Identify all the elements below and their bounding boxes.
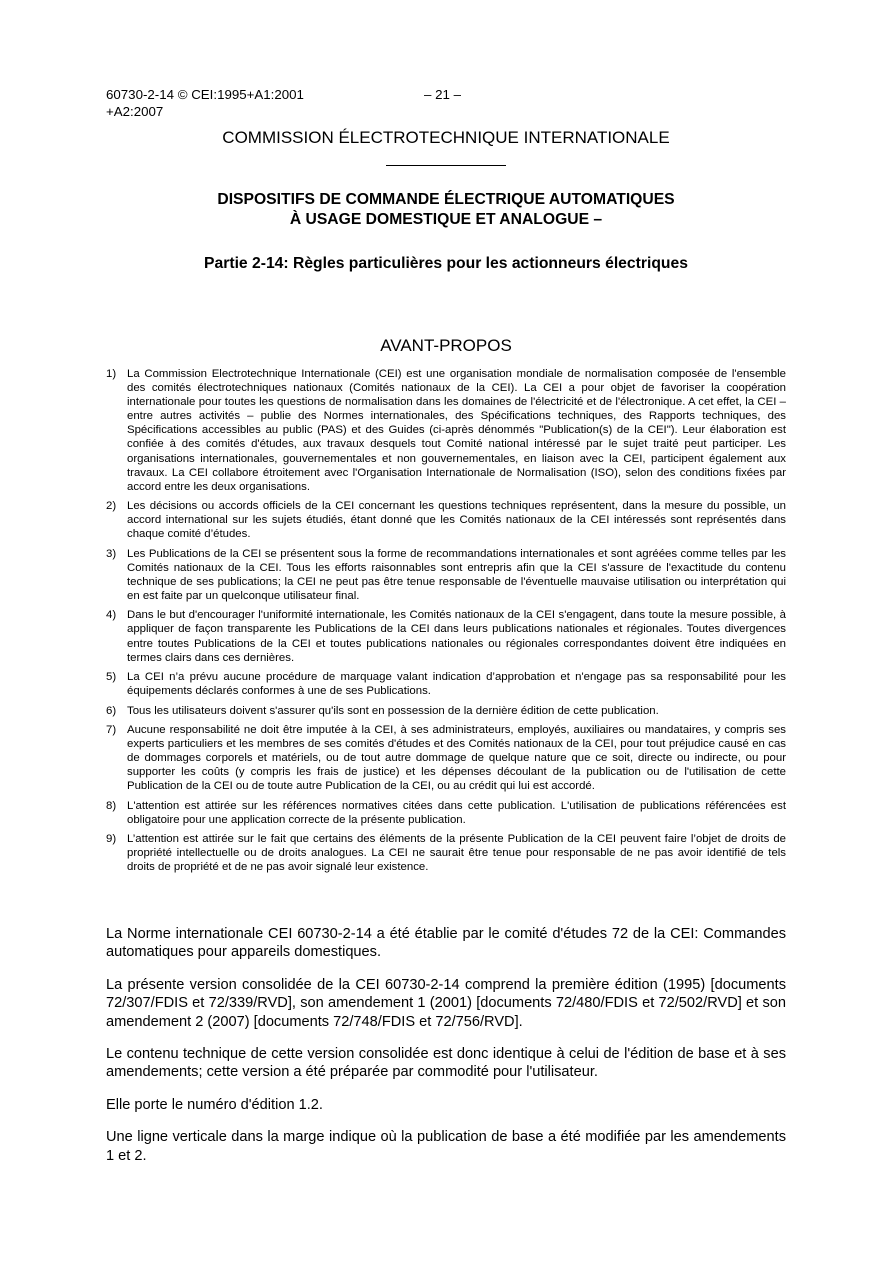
foreword-clause — [106, 499, 786, 541]
body-paragraph: Elle porte le numéro d'édition 1.2. — [106, 1096, 323, 1113]
clause-text: Aucune responsabilité ne doit être imputée à la CEI, à ses administrateurs, employés, auxiliaires ou mandataires, y compris ses experts particuliers et les membres de ses comités d'études et des Comités nationaux de la CEI, pour tout préjudice causé en cas de dommages corporels et matériels, ou de tout autre dommage de quelque nature que ce soit, directe ou indirecte, ou pour supporter les coûts (y compris les frais de justice) et les dépenses découlant de la publication ou de l'utilisation de cette Publication de la CEI ou de toute autre Publication de la CEI, ou au crédit qui lui est accordé. — [127, 723, 786, 793]
page-number: – 21 – — [424, 87, 461, 102]
foreword-clause — [106, 367, 786, 494]
clause-text: L’attention est attirée sur le fait que certains des éléments de la présente Publication de la CEI peuvent faire l’objet de droits de propriété intellectuelle ou de droits analogues. La CEI ne saurait être tenue pour responsable de ne pas avoir identifié de tels droits de propriété et de ne pas avoir signalé leur existence. — [127, 833, 786, 874]
clause-number: 1) — [106, 368, 117, 380]
foreword-clause — [106, 670, 786, 698]
foreword-clause — [106, 832, 786, 874]
body-paragraph: La Norme internationale CEI 60730-2-14 a été établie par le comité d'études 72 de la CEI: Commandes automatiques pour appareils domestiques. — [106, 926, 786, 961]
clause-number: 4) — [106, 609, 117, 622]
foreword-clause — [106, 799, 786, 827]
clause-number: 3) — [106, 547, 117, 560]
clause-text: La Commission Electrotechnique Internationale (CEI) est une organisation mondiale de normalisation composée de l'ensemble des comités électrotechniques nationaux (Comités nationaux de la CEI). La CEI a pour objet de favoriser la coopération internationale pour toutes les questions de normalisation dans les domaines de l'électricité et de l'électronique. A cet effet, la CEI – entre autres activités – publie des Normes internationales, des Spécifications techniques, des Rapports techniques, des Spécifications accessibles au public (PAS) et des Guides (ci-après dénommés "Publication(s) de la CEI"). Leur élaboration est confiée à des comités d'études, aux travaux desquels tout Comité national intéressé par le sujet traité peut participer. Les organisations internationales, gouvernementales et non gouvernementales, en liaison avec la CEI, participent également aux travaux. La CEI collabore étroitement avec l'Organisation Internationale de Normalisation (ISO), selon des conditions fixées par accord entre les deux organisations. — [127, 368, 786, 493]
foreword-heading: AVANT-PROPOS — [380, 336, 512, 355]
body-paragraphs — [106, 925, 786, 1179]
clause-text: Tous les utilisateurs doivent s'assurer qu'ils sont en possession de la dernière édition de cette publication. — [127, 704, 659, 717]
foreword-clause — [106, 704, 786, 718]
clause-number: 2) — [106, 500, 117, 513]
clause-text: L'attention est attirée sur les références normatives citées dans cette publication. L'utilisation de publications référencées est obligatoire pour une application correcte de la présente publication. — [127, 799, 786, 826]
foreword-clause — [106, 723, 786, 793]
title-divider — [386, 165, 506, 166]
document-title: DISPOSITIFS DE COMMANDE ÉLECTRIQUE AUTOMATIQUES À USAGE DOMESTIQUE ET ANALOGUE – — [217, 191, 675, 228]
body-paragraph: La présente version consolidée de la CEI 60730-2-14 comprend la première édition (1995) [documents 72/307/FDIS et 72/339/RVD], son amendement 1 (2001) [documents 72/480/FDIS et 72/502/RVD] et son amendement 2 (2007) [documents 72/748/FDIS et 72/756/RVD]. — [106, 976, 786, 1030]
body-paragraph: Le contenu technique de cette version consolidée est donc identique à celui de l'édition de base et à ses amendements; cette version a été préparée par commodité pour l'utilisateur. — [106, 1046, 786, 1081]
clause-number: 5) — [106, 671, 117, 684]
clause-text: Les décisions ou accords officiels de la CEI concernant les questions techniques représentent, dans la mesure du possible, un accord international sur les sujets étudiés, étant donné que les Comités nationaux de la CEI intéressés sont représentés dans chaque comité d’études. — [127, 500, 786, 541]
clause-text: Dans le but d'encourager l'uniformité internationale, les Comités nationaux de la CEI s'engagent, dans toute la mesure possible, à appliquer de façon transparente les Publications de la CEI dans leurs publications nationales et régionales. Toutes divergences entre toutes Publications de la CEI et toutes publications nationales ou régionales correspondantes doivent être indiquées en termes clairs dans ces dernières. — [127, 609, 786, 664]
body-paragraph: Une ligne verticale dans la marge indique où la publication de base a été modifiée par les amendements 1 et 2. — [106, 1129, 786, 1164]
clause-number: 9) — [106, 833, 117, 846]
clause-number: 6) — [106, 704, 117, 717]
clause-text: Les Publications de la CEI se présentent sous la forme de recommandations internationales et sont agréées comme telles par les Comités nationaux de la CEI. Tous les efforts raisonnables sont entrepris afin que la CEI s'assure de l'exactitude du contenu technique de ses publications; la CEI ne peut pas être tenue responsable de l'éventuelle mauvaise utilisation ou interprétation qui en est faite par un quelconque utilisateur final. — [127, 547, 786, 602]
clause-text: La CEI n’a prévu aucune procédure de marquage valant indication d’approbation et n'engage pas sa responsabilité pour les équipements déclarés conformes à une de ses Publications. — [127, 671, 786, 698]
header-reference: 60730-2-14 © CEI:1995+A1:2001 +A2:2007 — [106, 87, 304, 119]
document-subtitle: Partie 2-14: Règles particulières pour les actionneurs électriques — [204, 255, 688, 272]
clause-number: 7) — [106, 723, 117, 736]
foreword-clause — [106, 608, 786, 664]
foreword-clauses — [106, 367, 786, 880]
clause-number: 8) — [106, 799, 117, 812]
foreword-clause — [106, 547, 786, 603]
commission-name: COMMISSION ÉLECTROTECHNIQUE INTERNATIONALE — [222, 128, 670, 147]
